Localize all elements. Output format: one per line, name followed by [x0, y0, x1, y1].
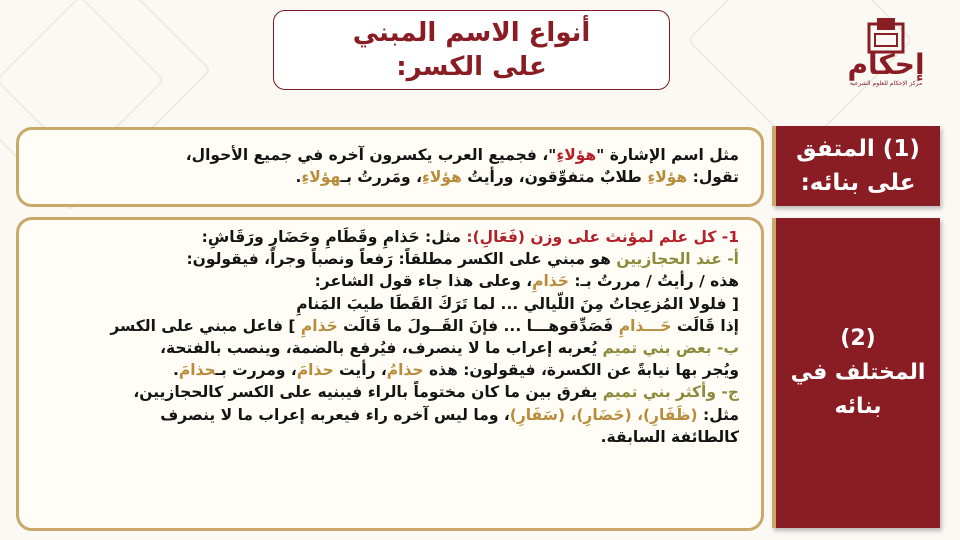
- rule-heading: 1- كل علم لمؤنث على وزن (فَعَالِ):: [461, 228, 739, 246]
- text-run: طلابٌ متفوِّقون، ورأيتُ: [461, 168, 648, 186]
- section-2-line-3: [33, 270, 739, 292]
- section-2-label-line-2: بنائه: [834, 394, 882, 419]
- text-run: .: [295, 168, 302, 186]
- section-2-content: [16, 217, 764, 531]
- logo-subtitle: مركز الإحكام للعلوم الشرعية: [849, 80, 923, 87]
- text-run: تقول:: [687, 168, 739, 186]
- section-2-label-number: (2): [840, 326, 876, 351]
- text-run: هو مبني على الكسر مطلقاً: رَفعاً ونصباً وجراً، فيقولون:: [186, 250, 611, 269]
- text-run: .: [172, 361, 179, 380]
- text-run: مثل: حَذامِ وقَطَامِ وحَضَارِ ورَقَاشِ:: [201, 228, 461, 246]
- section-2-line-5: [33, 315, 739, 337]
- title-line-2: على الكسر:: [396, 52, 547, 82]
- sub-heading: أ- عند الحجازيين: [610, 250, 739, 269]
- text-run: يُعربه إعراب ما لا ينصرف، فيُرفع بالضمة، وينصب بالفتحة،: [160, 339, 598, 358]
- section-2-line-8: [33, 381, 739, 403]
- text-run: مثل اسم الإشارة ": [596, 146, 739, 164]
- text-run: هذه / رأيتُ / مررتُ بـ:: [568, 272, 739, 291]
- section-2-line-7: [33, 359, 739, 381]
- section-1-line-2: [33, 166, 739, 188]
- section-1-content: [16, 127, 764, 207]
- logo-emblem-icon: [863, 18, 909, 58]
- text-run: فَصَدِّقوهـــا ... فإنَ القَــولَ ما قَالَت: [337, 316, 619, 335]
- text-run: ، رأيت: [333, 361, 387, 380]
- highlighted-word: هؤلاءِ: [421, 168, 462, 186]
- text-run: ] فاعل مبني على الكسر: [110, 316, 301, 335]
- text-run: ، ومررت بـ: [215, 361, 297, 380]
- sub-heading: ب- بعض بني تميم: [597, 339, 739, 358]
- section-2-line-1: [33, 226, 739, 248]
- highlighted-word: حَـــذامِ: [618, 316, 672, 335]
- text-run: إذا قَالَت: [671, 316, 739, 335]
- section-1-line-1: [33, 144, 739, 166]
- sub-heading: ج- وأكثر بني تميم: [597, 383, 739, 402]
- highlighted-word: هؤلاءِ: [647, 168, 688, 186]
- title-line-1: أنواع الاسم المبني: [352, 18, 591, 48]
- highlighted-word: حذامَ: [178, 361, 216, 380]
- text-run: ، ومَررتُ بـ: [340, 168, 422, 186]
- section-1-label: [772, 126, 940, 206]
- section-2-line-6: [33, 337, 739, 359]
- text-run: مثل:: [697, 405, 739, 424]
- section-2-line-2: [33, 248, 739, 270]
- text-run: يفرق بين ما كان مختوماً بالراء فيبنيه على الكسر كالحجازيين،: [133, 383, 598, 402]
- text-run: ، وما ليس آخره راء فيعربه إعراب ما لا ينصرف: [160, 405, 510, 424]
- highlighted-word: حَذامِ: [300, 316, 338, 335]
- section-2-line-10: كالطائفة السابقة.: [600, 427, 739, 446]
- text-run: "، فجميع العرب يكسرون آخره في جميع الأحوال،: [185, 146, 557, 164]
- highlighted-word: حَذامِ: [532, 272, 569, 291]
- section-1-label-line-2: على بنائه:: [800, 170, 916, 196]
- highlighted-word: هؤلاءِ: [556, 146, 597, 164]
- section-2-line-4: [ فلولا المُزعِجاتُ مِنَ اللّيالي ... لما تَرَكَ القَطَا طيبَ المَنامِ: [296, 294, 739, 313]
- logo-name: إحكام: [847, 48, 925, 81]
- highlighted-word: (ظَفَارِ)، (حَضَارِ)، (سَفَارِ): [509, 405, 698, 424]
- section-1-label-line-1: (1) المتفق: [796, 136, 920, 162]
- section-2-line-9: [33, 404, 739, 426]
- section-2-label: [772, 218, 940, 528]
- text-run: ويُجر بها نيابةً عن الكسرة، فيقولون: هذه: [423, 361, 739, 380]
- highlighted-word: حذامُ: [386, 361, 424, 380]
- section-2-label-line-1: المختلف في: [790, 360, 926, 385]
- logo: [846, 18, 926, 98]
- highlighted-word: حذامَ: [296, 361, 334, 380]
- highlighted-word: هؤلاءِ: [301, 168, 341, 186]
- slide-title: [273, 10, 670, 90]
- text-run: ، وعلى هذا جاء قول الشاعر:: [314, 272, 533, 291]
